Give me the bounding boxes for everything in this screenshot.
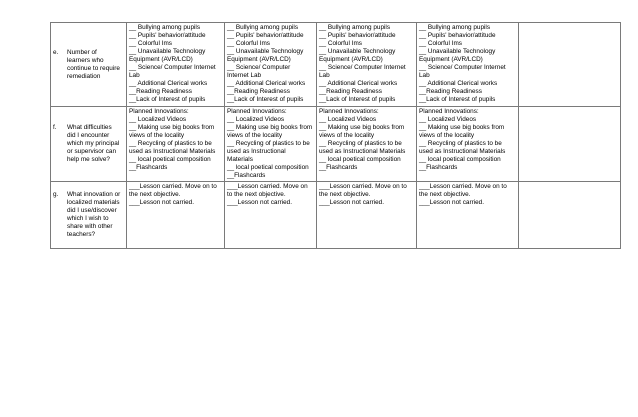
row-question: Number of learners who continue to require remediation <box>67 48 120 80</box>
day-cell-2: ___Lesson carried. Move on to the next objective. ___Lesson not carried. <box>225 182 317 249</box>
row-letter: f. <box>53 124 57 131</box>
row-label-cell <box>51 182 127 249</box>
row-question: What innovation or localized materials did I use/discover which I wish to share with other teachers? <box>67 191 121 238</box>
day-cell-5 <box>519 107 621 182</box>
row-label-cell <box>51 107 127 182</box>
day-cell-3: __ Bullying among pupils __ Pupils' behavior/attitude __ Colorful Ims __ Unavailable Technology Equipment (AVR/LCD) __ Science/ Computer Internet Lab __ Additional Clerical works __Reading Readiness __Lack of Interest of pupils <box>317 23 417 107</box>
row-letter: g. <box>53 191 59 198</box>
day-cell-4: Planned Innovations: __ Localized Videos __ Making use big books from views of the locality __ Recycling of plastics to be used as Instructional Materials __ local poetical composition __Flashcards <box>417 107 519 182</box>
day-cell-2: __ Bullying among pupils __ Pupils' behavior/attitude __ Colorful Ims __ Unavailable Technology Equipment (AVR/LCD) __ Science/ Computer Internet Lab __ Additional Clerical works __Reading Readiness __Lack of Interest of pupils <box>225 23 317 107</box>
table-row-g <box>51 182 621 249</box>
table-row-e <box>51 23 621 107</box>
day-cell-3: ___Lesson carried. Move on to the next objective. ___Lesson not carried. <box>317 182 417 249</box>
day-cell-1: ___Lesson carried. Move on to the next objective. ___Lesson not carried. <box>127 182 225 249</box>
table-row-f <box>51 107 621 182</box>
day-cell-2: Planned Innovations: __ Localized Videos __ Making use big books from views of the locality __ Recycling of plastics to be used as Instructional Materials __ local poetical composition __Flashcards <box>225 107 317 182</box>
day-cell-5 <box>519 182 621 249</box>
reflection-table <box>50 22 621 249</box>
day-cell-5 <box>519 23 621 107</box>
day-cell-4: __ Bullying among pupils __ Pupils' behavior/attitude __ Colorful Ims __ Unavailable Technology Equipment (AVR/LCD) __ Science/ Computer Internet Lab __ Additional Clerical works __Reading Readiness __Lack of Interest of pupils <box>417 23 519 107</box>
row-question: What difficulties did I encounter which my principal or supervisor can help me solve? <box>67 124 120 163</box>
row-letter: e. <box>53 48 59 56</box>
row-label-cell <box>51 23 127 107</box>
day-cell-1: __ Bullying among pupils __ Pupils' behavior/attitude __ Colorful Ims __ Unavailable Technology Equipment (AVR/LCD) __ Science/ Computer Internet Lab __ Additional Clerical works __Reading Readiness __Lack of Interest of pupils <box>127 23 225 107</box>
day-cell-4: ___Lesson carried. Move on to the next objective. ___Lesson not carried. <box>417 182 519 249</box>
day-cell-1: Planned Innovations: __ Localized Videos __ Making use big books from views of the locality __ Recycling of plastics to be used as Instructional Materials __ local poetical composition __Flashcards <box>127 107 225 182</box>
day-cell-3: Planned Innovations: __ Localized Videos __ Making use big books from views of the locality __ Recycling of plastics to be used as Instructional Materials __ local poetical composition __Flashcards <box>317 107 417 182</box>
